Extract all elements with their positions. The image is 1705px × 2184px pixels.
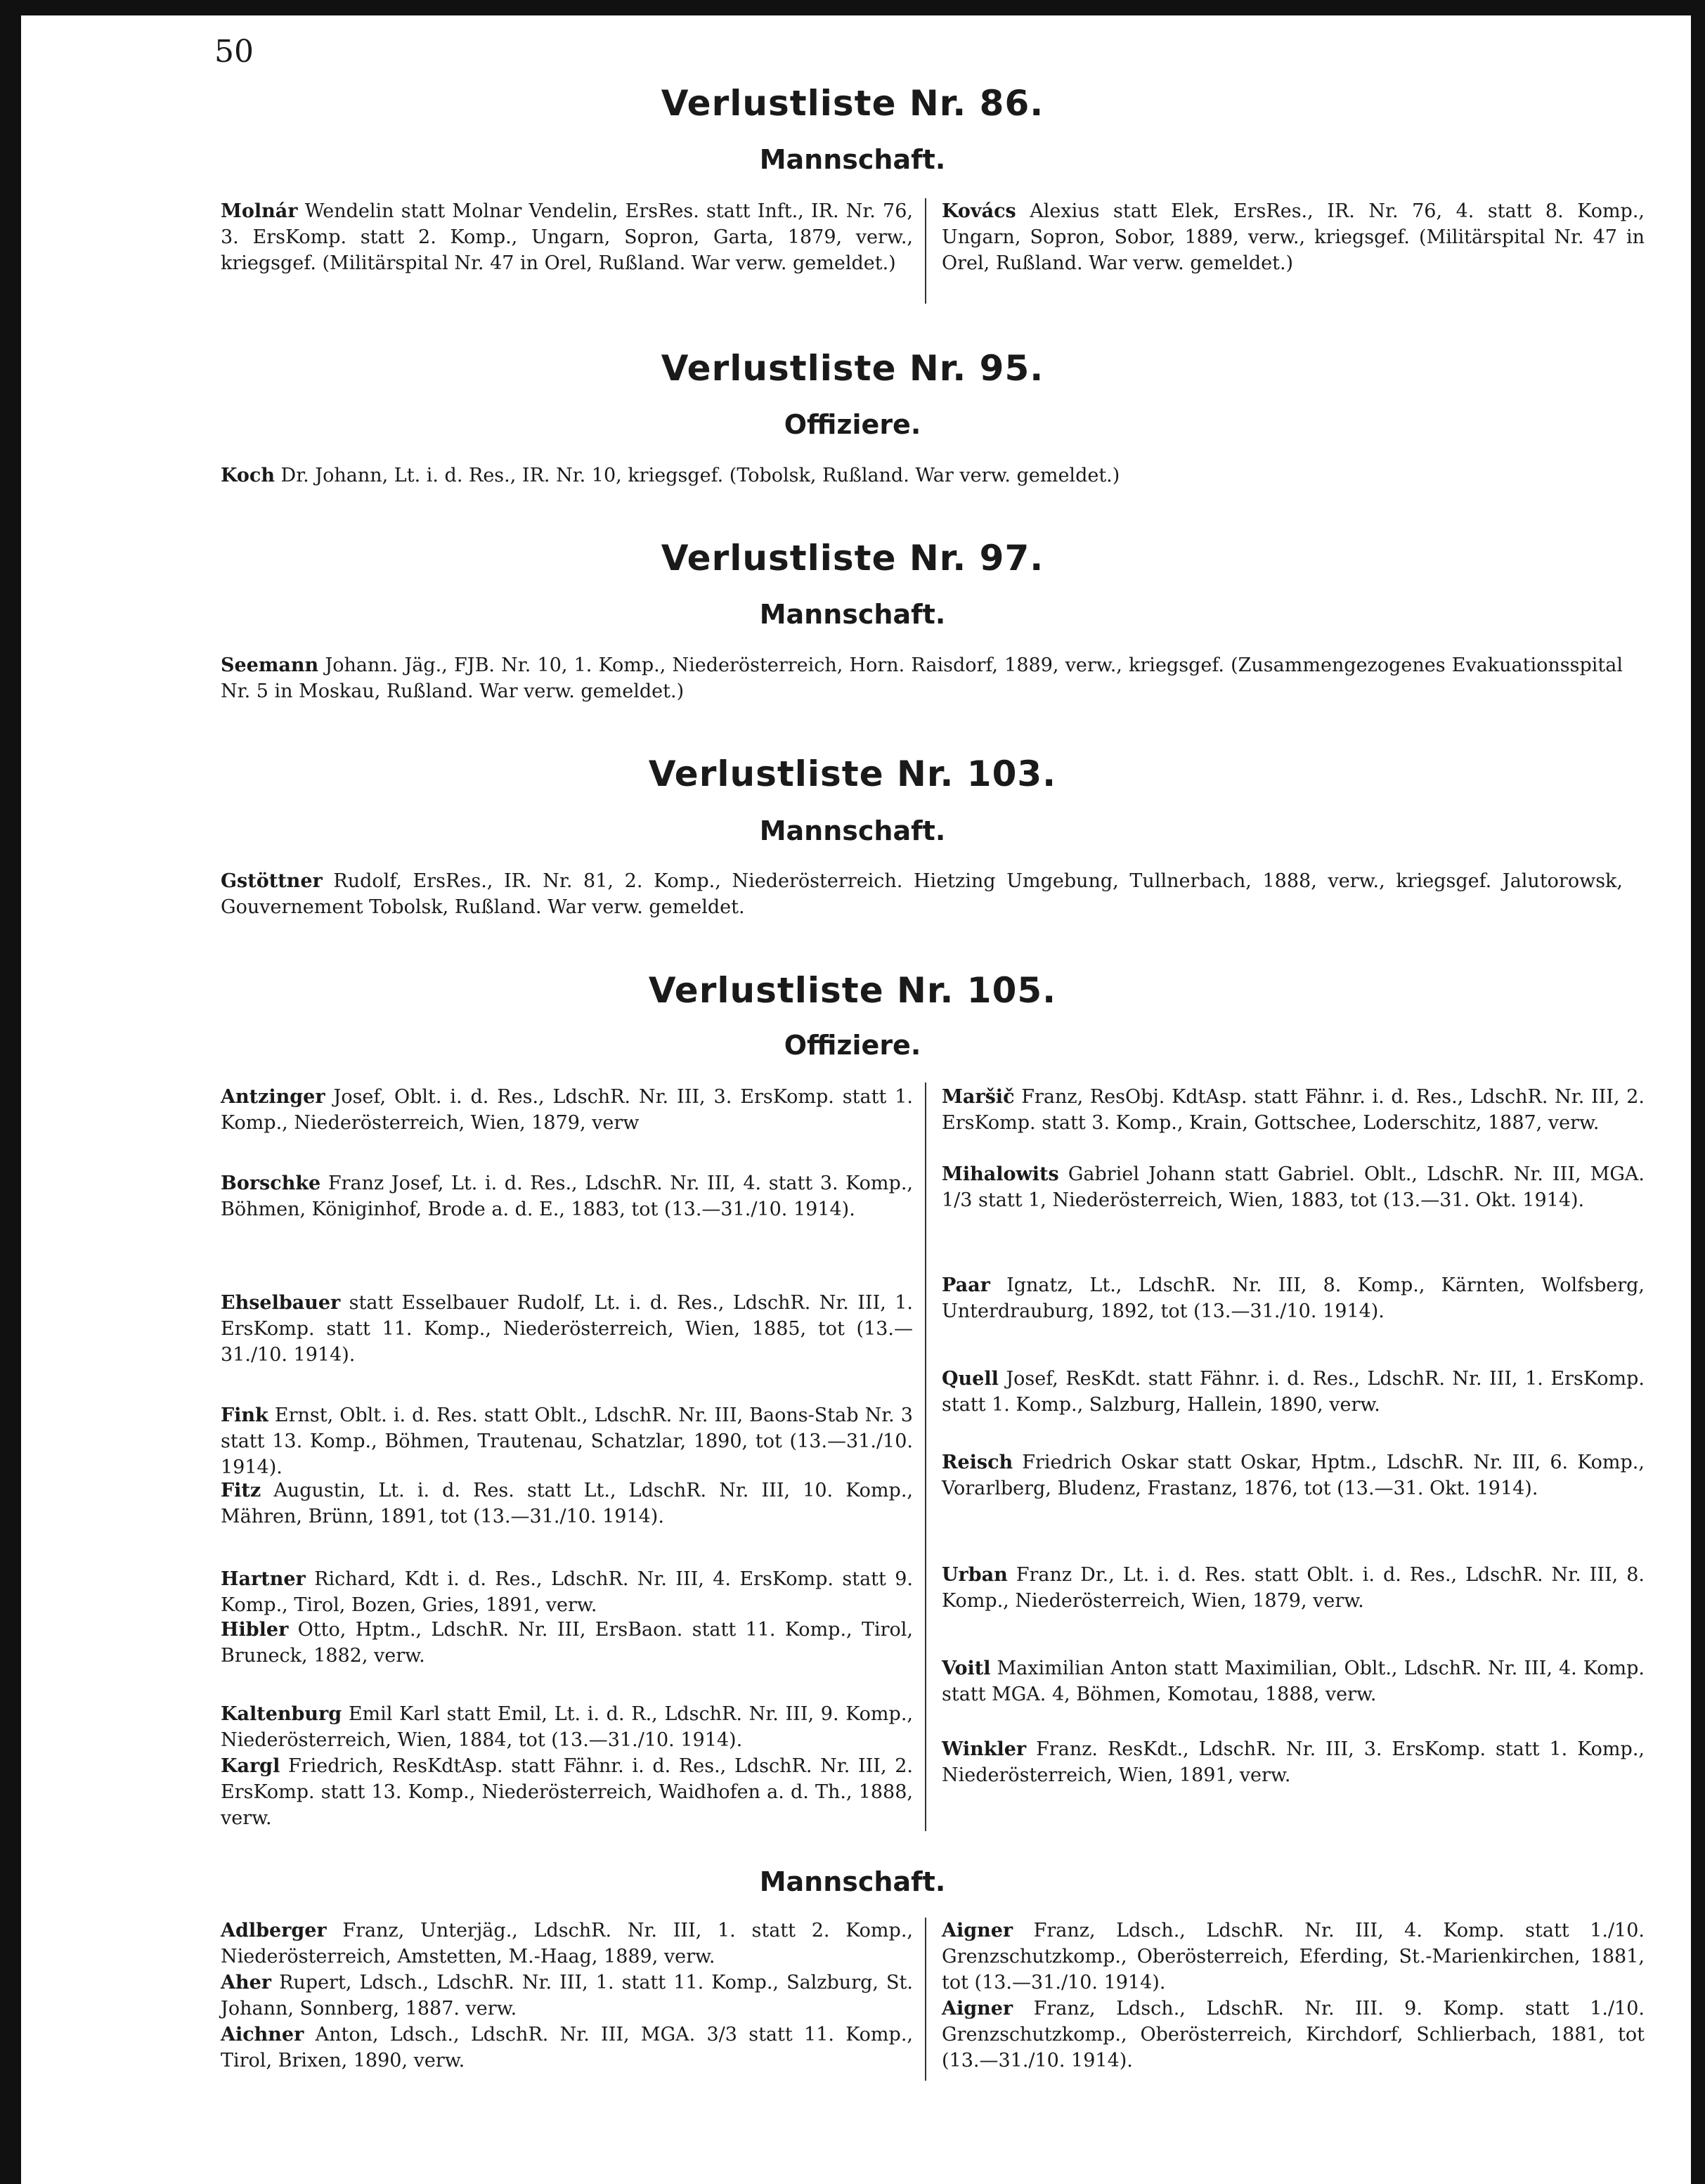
list-entry [221,463,1623,489]
list-heading: Verlustliste Nr. 97. [661,538,1044,579]
scan-border-right [1691,0,1705,2184]
entry-text: Richard, Kdt i. d. Res., LdschR. Nr. III, 4. ErsKomp. statt 9. Komp., Tirol, Bozen, Gries, 1891, verw. [221,1568,913,1616]
entry-name: Reisch [942,1452,1013,1473]
entry-name: Hibler [221,1619,289,1641]
entry-text: Franz. ResKdt., LdschR. Nr. III, 3. ErsKomp. statt 1. Komp., Niederösterreich, Wien, 1891, verw. [942,1738,1645,1786]
entry-text: Franz, Unterjäg., LdschR. Nr. III, 1. statt 2. Komp., Niederösterreich, Amstetten, M.-Haag, 1889, verw. [221,1920,913,1967]
entry-name: Aher [221,1972,271,1994]
list-heading: Verlustliste Nr. 95. [661,348,1044,389]
list-entry [221,1478,913,1530]
section-heading: Mannschaft. [759,144,946,175]
entry-name: Borschke [221,1172,321,1194]
entry-text: Dr. Johann, Lt. i. d. Res., IR. Nr. 10, kriegsgef. (Tobolsk, Rußland. War verw. gemeldet.) [280,465,1120,486]
list-entry [221,1701,913,1753]
list-entry [221,1753,913,1831]
section-heading: Mannschaft. [759,599,946,630]
list-entry [221,1566,913,1618]
entry-text: Anton, Ldsch., LdschR. Nr. III, MGA. 3/3 statt 11. Komp., Tirol, Brixen, 1890, verw. [221,2024,913,2072]
list-heading: Verlustliste Nr. 105. [648,970,1057,1011]
list-entry [221,868,1623,920]
section-heading: Mannschaft. [759,815,946,846]
list-entry [942,1918,1645,1996]
section-heading: Offiziere. [784,409,921,440]
entry-text: Franz Josef, Lt. i. d. Res., LdschR. Nr. III, 4. statt 3. Komp., Böhmen, Königinhof, Brode a. d. E., 1883, tot (13.—31./10. 1914). [221,1172,913,1220]
list-entry [221,1170,913,1222]
entry-name: Adlberger [221,1920,327,1941]
entry-text: Johann. Jäg., FJB. Nr. 10, 1. Komp., Niederösterreich, Horn. Raisdorf, 1889, verw., kriegsgef. (Zusammengezogenes Evakuationsspital Nr. 5 in Moskau, Rußland. War verw. gemeldet.) [221,654,1623,702]
entry-name: Kaltenburg [221,1703,342,1725]
list-entry [942,1084,1645,1136]
entry-text: Franz, Ldsch., LdschR. Nr. III, 4. Komp. statt 1./10. Grenzschutzkomp., Oberösterreich, Eferding, St.-Marienkirchen, 1881, tot (13.—31./10. 1914). [942,1920,1645,1994]
entry-text: Josef, Oblt. i. d. Res., LdschR. Nr. III, 3. ErsKomp. statt 1. Komp., Niederösterreich, Wien, 1879, verw [221,1086,913,1134]
entry-name: Kargl [221,1755,280,1777]
list-entry [221,1290,913,1368]
entry-text: Rudolf, ErsRes., IR. Nr. 81, 2. Komp., Niederösterreich. Hietzing Umgebung, Tullnerbach, 1888, verw., kriegsgef. Jalutorowsk, Gouvernement Tobolsk, Rußland. War verw. gemeldet. [221,870,1623,918]
column-divider [925,1083,926,1831]
entry-name: Paar [942,1274,990,1296]
section-heading: Offiziere. [784,1030,921,1061]
entry-text: Josef, ResKdt. statt Fähnr. i. d. Res., LdschR. Nr. III, 1. ErsKomp. statt 1. Komp., Salzburg, Hallein, 1890, verw. [942,1368,1645,1416]
list-entry [221,652,1623,704]
entry-text: Franz Dr., Lt. i. d. Res. statt Oblt. i. d. Res., LdschR. Nr. III, 8. Komp., Niederösterreich, Wien, 1879, verw. [942,1564,1645,1612]
list-entry [221,1617,913,1669]
entry-text: Ignatz, Lt., LdschR. Nr. III, 8. Komp., Kärnten, Wolfsberg, Unterdrauburg, 1892, tot (13.—31./10. 1914). [942,1274,1645,1322]
list-entry [942,1272,1645,1324]
entry-text: Friedrich, ResKdtAsp. statt Fähnr. i. d. Res., LdschR. Nr. III, 2. ErsKomp. statt 13. Komp., Niederösterreich, Waidhofen a. d. Th., 1888, verw. [221,1755,913,1829]
entry-text: Rupert, Ldsch., LdschR. Nr. III, 1. statt 11. Komp., Salzburg, St. Johann, Sonnberg, 1887. verw. [221,1972,913,2020]
page-number: 50 [214,34,254,70]
entry-text: Otto, Hptm., LdschR. Nr. III, ErsBaon. statt 11. Komp., Tirol, Bruneck, 1882, verw. [221,1619,913,1667]
entry-name: Mihalowits [942,1163,1059,1185]
entry-name: Hartner [221,1568,306,1590]
entry-text: Maximilian Anton statt Maximilian, Oblt., LdschR. Nr. III, 4. Komp. statt MGA. 4, Böhmen, Komotau, 1888, verw. [942,1658,1645,1705]
list-entry [221,1918,913,1970]
entry-text: Friedrich Oskar statt Oskar, Hptm., LdschR. Nr. III, 6. Komp., Vorarlberg, Bludenz, Frastanz, 1876, tot (13.—31. Okt. 1914). [942,1452,1645,1499]
entry-name: Quell [942,1368,999,1390]
scan-border-left [0,0,21,2184]
list-entry [221,2022,913,2074]
entry-name: Fitz [221,1480,261,1501]
column-divider [925,1918,926,2081]
entry-name: Aigner [942,1998,1013,2020]
entry-name: Maršič [942,1086,1015,1108]
entry-name: Urban [942,1564,1008,1586]
entry-name: Ehselbauer [221,1292,341,1314]
section-heading: Mannschaft. [759,1866,946,1897]
entry-name: Gstöttner [221,870,323,892]
entry-text: Alexius statt Elek, ErsRes., IR. Nr. 76, 4. statt 8. Komp., Ungarn, Sopron, Sobor, 1889, verw., kriegsgef. (Militärspital Nr. 47 in Orel, Rußland. War verw. gemeldet.) [942,200,1645,274]
entry-text: Emil Karl statt Emil, Lt. i. d. R., LdschR. Nr. III, 9. Komp., Niederösterreich, Wien, 1884, tot (13.—31./10. 1914). [221,1703,913,1751]
entry-text: Franz, Ldsch., LdschR. Nr. III. 9. Komp. statt 1./10. Grenzschutzkomp., Oberösterreich, Kirchdorf, Schlierbach, 1881, tot (13.—31./10. 1914). [942,1998,1645,2072]
entry-text: Gabriel Johann statt Gabriel. Oblt., LdschR. Nr. III, MGA. 1/3 statt 1, Niederösterreich, Wien, 1883, tot (13.—31. Okt. 1914). [942,1163,1645,1211]
entry-text: Augustin, Lt. i. d. Res. statt Lt., LdschR. Nr. III, 10. Komp., Mähren, Brünn, 1891, tot (13.—31./10. 1914). [221,1480,913,1527]
entry-name: Aichner [221,2024,304,2046]
list-entry [221,1970,913,2022]
list-heading: Verlustliste Nr. 86. [661,83,1044,124]
entry-text: Wendelin statt Molnar Vendelin, ErsRes. statt Inft., IR. Nr. 76, 3. ErsKomp. statt 2. Komp., Ungarn, Sopron, Garta, 1879, verw., kriegsgef. (Militärspital Nr. 47 in Orel, Rußland. War verw. gemeldet.) [221,200,913,274]
list-entry [221,1402,913,1480]
entry-name: Aigner [942,1920,1013,1941]
list-entry [942,1449,1645,1501]
entry-name: Molnár [221,200,298,222]
list-entry [942,198,1645,276]
list-entry [942,1736,1645,1788]
entry-name: Kovács [942,200,1016,222]
entry-text: statt Esselbauer Rudolf, Lt. i. d. Res., LdschR. Nr. III, 1. ErsKomp. statt 11. Komp., Niederösterreich, Wien, 1885, tot (13.—31./10. 1914). [221,1292,913,1366]
entry-name: Koch [221,465,275,486]
entry-name: Fink [221,1404,268,1426]
list-entry [221,198,913,276]
list-entry [942,1655,1645,1707]
list-entry [942,1366,1645,1418]
scan-border-top [0,0,1705,15]
entry-name: Antzinger [221,1086,325,1108]
list-heading: Verlustliste Nr. 103. [648,754,1057,794]
list-entry [221,1084,913,1136]
list-entry [942,1996,1645,2074]
column-divider [925,198,926,304]
entry-name: Voitl [942,1658,991,1679]
entry-name: Winkler [942,1738,1027,1760]
list-entry [942,1562,1645,1614]
entry-text: Ernst, Oblt. i. d. Res. statt Oblt., LdschR. Nr. III, Baons-Stab Nr. 3 statt 13. Komp., Böhmen, Trautenau, Schatzlar, 1890, tot (13.—31./10. 1914). [221,1404,913,1478]
entry-text: Franz, ResObj. KdtAsp. statt Fähnr. i. d. Res., LdschR. Nr. III, 2. ErsKomp. statt 3. Komp., Krain, Gottschee, Loderschitz, 1887, verw. [942,1086,1645,1134]
entry-name: Seemann [221,654,319,676]
list-entry [942,1161,1645,1213]
